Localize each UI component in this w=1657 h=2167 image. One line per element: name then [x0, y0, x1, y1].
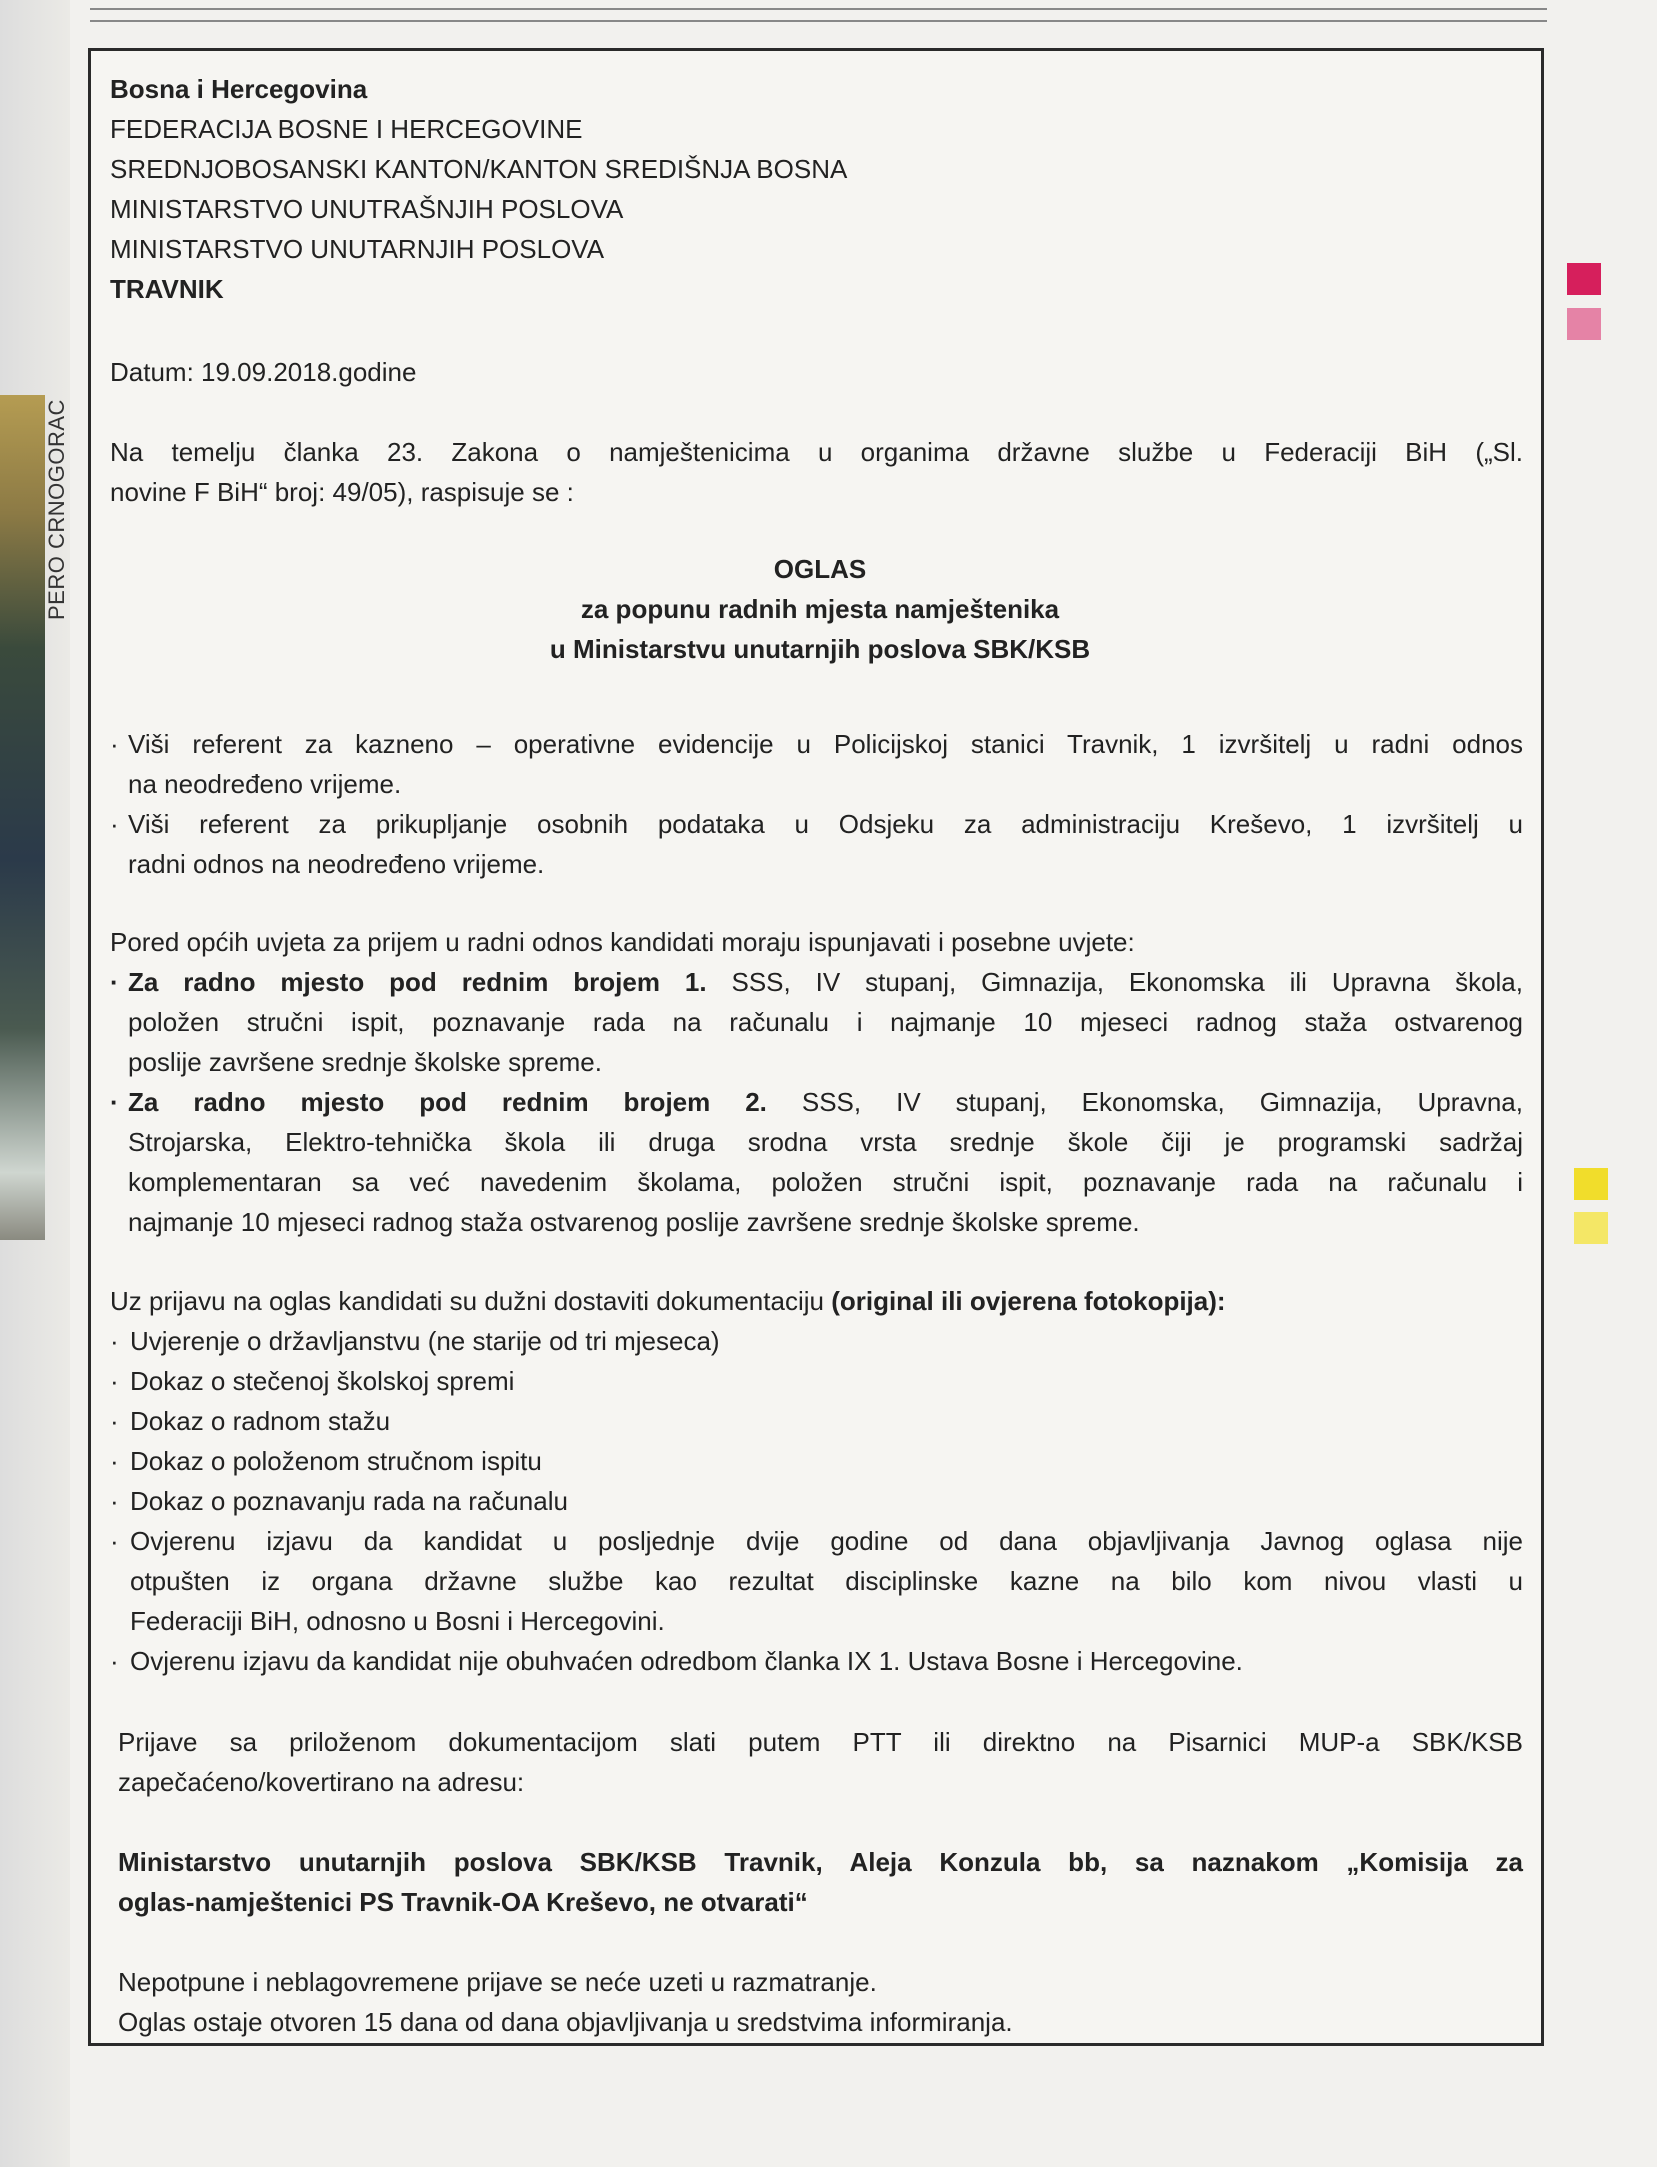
document-item-6-line-3: Federaciji BiH, odnosno u Bosni i Hercegovini.	[130, 1606, 665, 1636]
condition-1-line-1	[128, 965, 1523, 999]
ad-subtitle-2: u Ministarstvu unutarnjih poslova SBK/KSB	[549, 634, 1091, 664]
bullet-dot: ·	[110, 967, 119, 997]
page-top-rule	[90, 8, 1547, 10]
condition-1-heading: Za radno mjesto pod rednim brojem 1.	[128, 967, 707, 997]
bullet-dot: ·	[110, 729, 119, 759]
address-line-2: oglas-namještenici PS Travnik-OA Kreševo, ne otvarati“	[118, 1887, 808, 1917]
condition-2-line-1	[128, 1085, 1523, 1119]
bullet-dot: ·	[110, 1486, 119, 1516]
submission-line-2: zapečaćeno/kovertirano na adresu:	[118, 1767, 525, 1797]
documents-intro	[110, 1284, 1226, 1318]
document-item-1: Uvjerenje o državljanstvu (ne starije od tri mjeseca)	[130, 1326, 720, 1356]
condition-2-line-4: najmanje 10 mjeseci radnog staža ostvarenog poslije završene srednje školske spreme.	[128, 1207, 1140, 1237]
photo-credit: PERO CRNOGORAC	[44, 399, 69, 620]
header-ministry-1: MINISTARSTVO UNUTRAŠNJIH POSLOVA	[110, 194, 624, 224]
header-ministry-2: MINISTARSTVO UNUTARNJIH POSLOVA	[110, 234, 605, 264]
position-1-line-1: Viši referent za kazneno – operativne evidencije u Policijskoj stanici Travnik, 1 izvršitelj u radni odnos	[128, 729, 1523, 759]
bullet-dot: ·	[110, 1366, 119, 1396]
condition-2-text: SSS, IV stupanj, Ekonomska, Gimnazija, Upravna,	[766, 1087, 1523, 1117]
document-item-7: Ovjerenu izjavu da kandidat nije obuhvaćen odredbom članka IX 1. Ustava Bosne i Hercegovine.	[130, 1646, 1243, 1676]
condition-2-heading: Za radno mjesto pod rednim brojem 2.	[128, 1087, 767, 1117]
bullet-dot: ·	[110, 1326, 119, 1356]
bullet-dot: ·	[110, 1526, 119, 1556]
page-top-rule-2	[90, 20, 1547, 22]
ad-title: OGLAS	[773, 554, 867, 584]
condition-1-line-3: poslije završene srednje školske spreme.	[128, 1047, 602, 1077]
color-swatch-light-yellow	[1574, 1212, 1608, 1244]
document-item-2: Dokaz o stečenoj školskoj spremi	[130, 1366, 515, 1396]
ad-subtitle-1: za popunu radnih mjesta namještenika	[580, 594, 1060, 624]
document-item-3: Dokaz o radnom stažu	[130, 1406, 391, 1436]
condition-2-line-3: komplementaran sa već navedenim školama, položen stručni ispit, poznavanje rada na računalu i	[128, 1167, 1523, 1197]
header-city: TRAVNIK	[110, 274, 224, 304]
address-line-1: Ministarstvo unutarnjih poslova SBK/KSB Travnik, Aleja Konzula bb, sa naznakom „Komisija za	[118, 1847, 1523, 1877]
submission-line-1: Prijave sa priloženom dokumentacijom slati putem PTT ili direktno na Pisarnici MUP-a SBK/KSB	[118, 1727, 1523, 1757]
header-country: Bosna i Hercegovina	[110, 74, 368, 104]
intro-line-1: Na temelju članka 23. Zakona o namještenicima u organima državne službe u Federaciji BiH („Sl.	[110, 437, 1523, 467]
bullet-dot: ·	[110, 1646, 119, 1676]
bullet-dot: ·	[110, 1406, 119, 1436]
bullet-dot: ·	[110, 1087, 119, 1117]
bullet-dot: ·	[110, 809, 119, 839]
date-line: Datum: 19.09.2018.godine	[110, 357, 417, 387]
color-swatch-pink	[1567, 308, 1601, 340]
document-item-6-line-2: otpušten iz organa državne službe kao rezultat disciplinske kazne na bilo kom nivou vlasti u	[130, 1566, 1523, 1596]
condition-1-line-2: položen stručni ispit, poznavanje rada na računalu i najmanje 10 mjeseci radnog staža ostvarenog	[128, 1007, 1523, 1037]
document-item-6-line-1: Ovjerenu izjavu da kandidat u posljednje dvije godine od dana objavljivanja Javnog oglasa nije	[130, 1526, 1523, 1556]
color-swatch-yellow	[1574, 1168, 1608, 1200]
header-canton: SREDNJOBOSANSKI KANTON/KANTON SREDIŠNJA BOSNA	[110, 154, 848, 184]
intro-line-2: novine F BiH“ broj: 49/05), raspisuje se :	[110, 477, 574, 507]
document-item-5: Dokaz o poznavanju rada na računalu	[130, 1486, 568, 1516]
position-2-line-1: Viši referent za prikupljanje osobnih podataka u Odsjeku za administraciju Kreševo, 1 izvršitelj u	[128, 809, 1523, 839]
header-federation: FEDERACIJA BOSNE I HERCEGOVINE	[110, 114, 583, 144]
condition-2-line-2: Strojarska, Elektro-tehnička škola ili druga srodna vrsta srednje škole čiji je programski sadržaj	[128, 1127, 1523, 1157]
documents-intro-note: (original ili ovjerena fotokopija):	[831, 1286, 1226, 1316]
position-1-line-2: na neodređeno vrijeme.	[128, 769, 402, 799]
documents-intro-text: Uz prijavu na oglas kandidati su dužni dostaviti dokumentaciju	[110, 1286, 832, 1316]
document-item-4: Dokaz o položenom stručnom ispitu	[130, 1446, 542, 1476]
closing-line-2: Oglas ostaje otvoren 15 dana od dana objavljivanja u sredstvima informiranja.	[118, 2007, 1013, 2037]
color-swatch-magenta	[1567, 263, 1601, 295]
bullet-dot: ·	[110, 1446, 119, 1476]
adjacent-photo	[0, 395, 45, 1240]
condition-1-text: SSS, IV stupanj, Gimnazija, Ekonomska ili Upravna škola,	[706, 967, 1523, 997]
position-2-line-2: radni odnos na neodređeno vrijeme.	[128, 849, 545, 879]
closing-line-1: Nepotpune i neblagovremene prijave se neće uzeti u razmatranje.	[118, 1967, 877, 1997]
conditions-intro: Pored općih uvjeta za prijem u radni odnos kandidati moraju ispunjavati i posebne uvjete:	[110, 927, 1135, 957]
